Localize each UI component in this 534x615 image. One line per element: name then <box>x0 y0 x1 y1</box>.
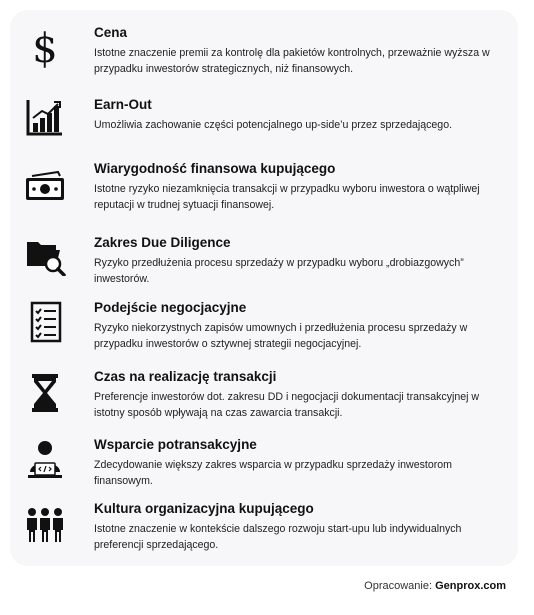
factor-title: Podejście negocjacyjne <box>94 300 247 315</box>
factor-description: Preferencje inwestorów dot. zakresu DD i negocjacji dokumentacji transakcyjnej w istotny sposób wpływają na czas zawarcia transakcji. <box>94 391 480 419</box>
dollar-icon <box>24 26 66 68</box>
factor-title: Wiarygodność finansowa kupującego <box>94 161 336 176</box>
factor-description: Zdecydowanie większy zakres wsparcia w przypadku sprzedaży inwestorom finansowym. <box>94 459 452 487</box>
factor-description: Ryzyko przedłużenia procesu sprzedaży w przypadku wyboru „drobiazgowych” inwestorów. <box>94 257 464 285</box>
team-icon <box>24 504 66 546</box>
growth-chart-icon <box>24 96 66 138</box>
source-label: Opracowanie: <box>364 580 433 592</box>
factor-description: Istotne ryzyko niezamknięcia transakcji w przypadku wyboru inwestora o wątpliwej reputacji w trudnej sytuacji finansowej. <box>94 183 480 211</box>
banknote-icon <box>24 166 66 208</box>
source-brand: Genprox.com <box>435 580 506 592</box>
folder-search-icon <box>24 234 66 276</box>
factor-description: Umożliwia zachowanie części potencjalnego up-side’u przez sprzedającego. <box>94 119 453 131</box>
factor-title: Zakres Due Diligence <box>94 235 231 250</box>
factor-description: Ryzyko niekorzystnych zapisów umownych i przedłużenia procesu sprzedaży w przypadku inwestorów o sztywnej strategii negocjacyjnej. <box>94 322 468 350</box>
factor-description: Istotne znaczenie w kontekście dalszego rozwoju start-upu lub indywidualnych preferencji sprzedającego. <box>94 523 462 551</box>
factor-title: Cena <box>94 25 128 40</box>
factor-title: Kultura organizacyjna kupującego <box>94 501 314 516</box>
hourglass-icon <box>24 372 66 414</box>
factor-description: Istotne znaczenie premii za kontrolę dla pakietów kontrolnych, przeważnie wyższa w przypadku inwestorów strategicznych, niż finansowych. <box>94 47 490 75</box>
factor-title: Wsparcie potransakcyjne <box>94 437 257 452</box>
developer-icon <box>24 438 66 480</box>
factor-title: Earn-Out <box>94 97 152 112</box>
factor-title: Czas na realizację transakcji <box>94 369 277 384</box>
source-credit <box>364 580 506 592</box>
checklist-icon <box>24 301 66 343</box>
svg-text:$: $ <box>32 26 58 68</box>
factors-card <box>10 10 518 566</box>
